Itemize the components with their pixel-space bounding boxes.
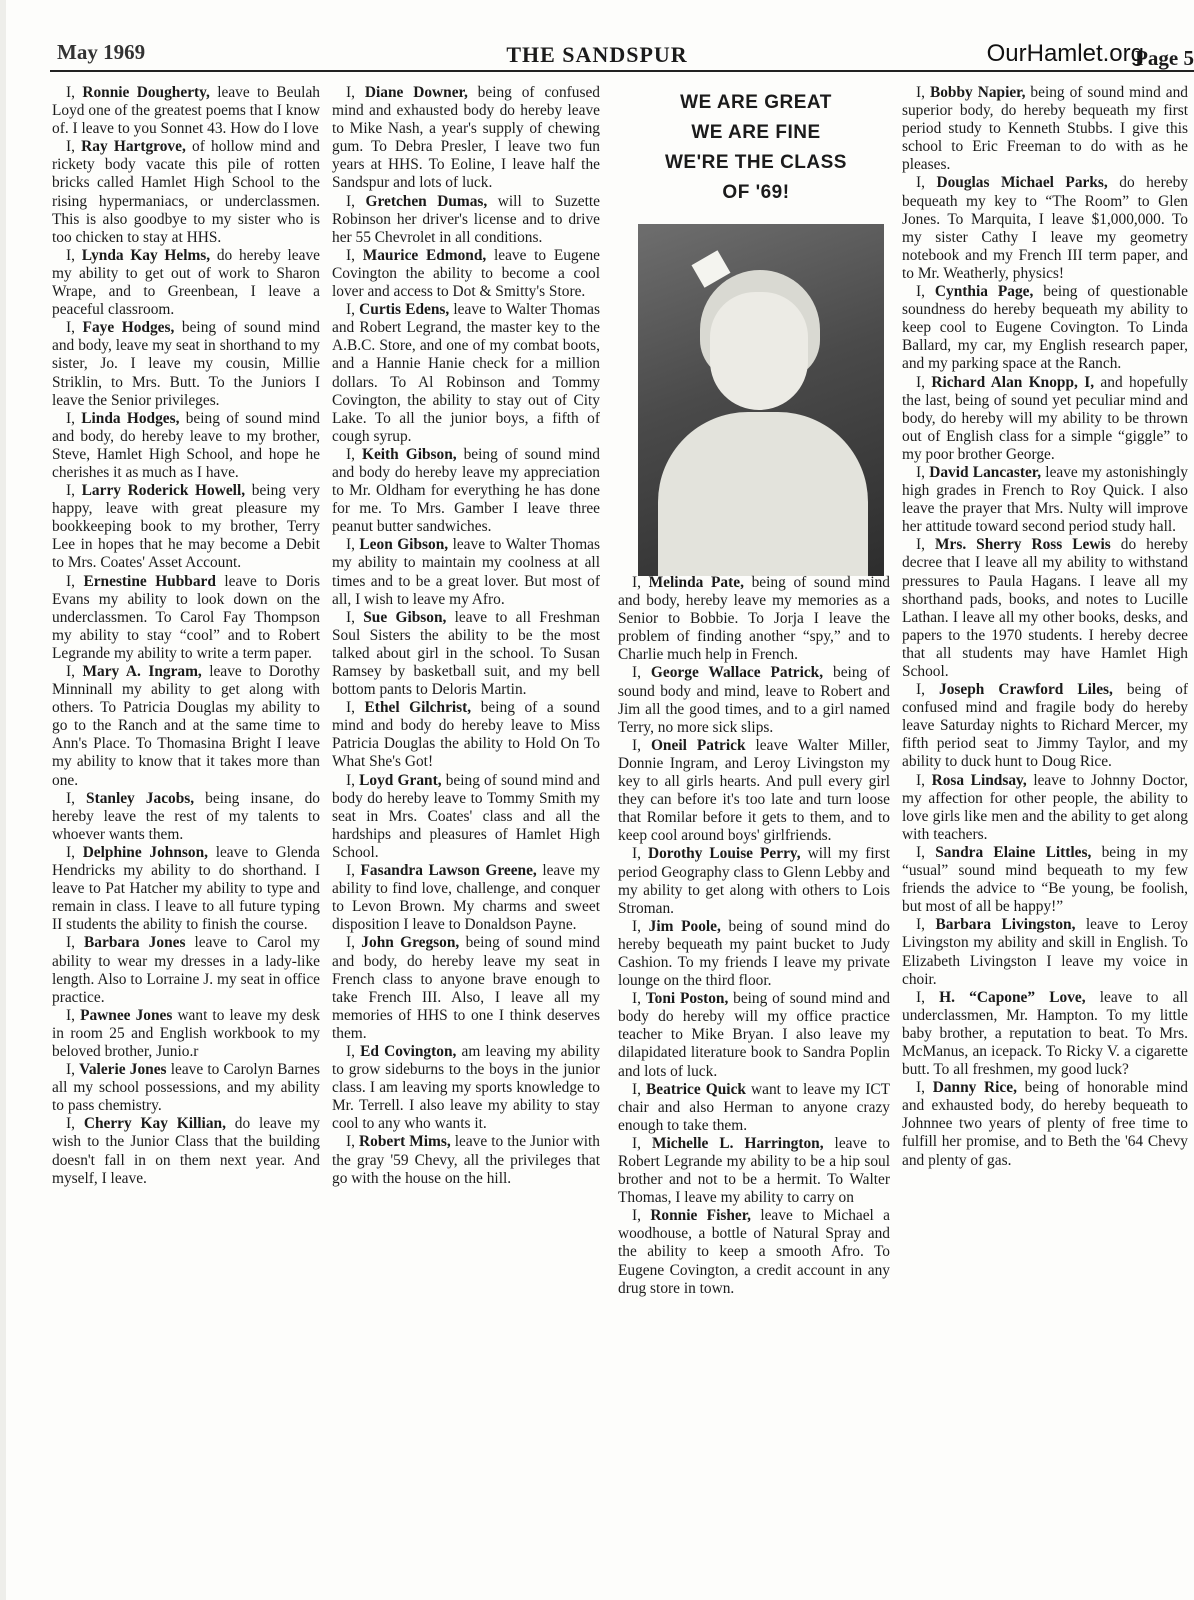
- senior-name: Barbara Jones: [84, 934, 186, 952]
- entry-prefix: I,: [916, 283, 935, 301]
- will-entry: [618, 990, 890, 1080]
- photo-figure-body: [658, 412, 868, 576]
- banner-line-4: OF '69!: [722, 182, 790, 203]
- entry-prefix: I,: [916, 916, 936, 934]
- senior-name: Ronnie Fisher,: [650, 1207, 751, 1225]
- bequest-text: being of sound mind and body, leave my seat in shorthand to my sister, Jo. I leave my cousin, Millie Striklin, to Mrs. Butt. To the Juniors I leave the Senior privileges.: [52, 319, 320, 409]
- will-entry: [902, 374, 1188, 464]
- entry-prefix: I,: [632, 990, 646, 1008]
- senior-name: Linda Hodges,: [81, 409, 180, 427]
- entry-prefix: I,: [916, 84, 930, 101]
- will-entry: [332, 193, 600, 247]
- bequest-text: leave to the Junior with the gray '59 Chevy, all the privileges that go with the house on the hill.: [332, 1133, 601, 1187]
- will-entry: [52, 138, 320, 247]
- entry-prefix: I,: [632, 664, 651, 682]
- will-entry: [332, 301, 600, 446]
- bequest-text: leave to Walter Thomas my ability to maintain my coolness at all times and to be a great lover. But most of all, I wish to leave my Afro.: [332, 536, 600, 608]
- will-entry: [618, 1081, 890, 1135]
- senior-name: Michelle L. Harrington,: [651, 1134, 824, 1152]
- bequest-text: leave to all underclassmen, Mr. Hampton. To my little baby brother, a reputation to beat. To Mrs. McManus, an icepack. To Ricky V. a cigarette butt. To all freshmen, my good luck?: [902, 988, 1188, 1079]
- senior-name: Sandra Elaine Littles,: [935, 843, 1092, 861]
- senior-name: Danny Rice,: [932, 1079, 1017, 1097]
- bequest-text: want to leave my desk in room 25 and English workbook to my beloved brother, Junio.r: [52, 1006, 320, 1060]
- bequest-text: leave to Carol my ability to wear my dresses in a lady-like length. Also to Lorraine J. my seat in office practice.: [52, 934, 320, 1006]
- will-entry: [618, 664, 890, 736]
- bequest-text: being of a sound mind and body do hereby leave to Miss Patricia Douglas the ability to Hold On To What She's Got!: [332, 699, 601, 771]
- will-entry: [618, 918, 890, 990]
- banner-line-1: WE ARE GREAT: [680, 92, 832, 113]
- bequest-text: being insane, do hereby leave the rest of my talents to whoever wants them.: [52, 789, 320, 843]
- will-entry: [902, 989, 1188, 1079]
- senior-name: Melinda Pate,: [648, 574, 744, 591]
- will-entry: [618, 845, 890, 917]
- senior-name: Keith Gibson,: [361, 445, 457, 463]
- bequest-text: leave to Johnny Doctor, my affection for other people, the ability to love girls like men and the ability to get along with teachers.: [902, 771, 1188, 843]
- will-entry: [332, 1133, 600, 1187]
- column-4: [902, 84, 1188, 1170]
- bequest-text: being of sound mind and body, hereby leave my memories as a Senior to Bobbie. To Jorja I leave the problem of finding another “spy,” and to Charlie much help in French.: [618, 574, 890, 664]
- will-entry: [52, 247, 320, 319]
- entry-prefix: I,: [632, 845, 648, 863]
- senior-name: Mary A. Ingram,: [82, 663, 202, 680]
- senior-name: Pawnee Jones: [80, 1006, 173, 1024]
- will-entry: [332, 609, 600, 699]
- entry-prefix: I,: [916, 681, 940, 699]
- bequest-text: and hopefully the last, being of sound yet peculiar mind and body, do hereby will my ability to be thrown out of English class for a simple “giggle” to my poor brother George.: [902, 373, 1188, 463]
- bequest-text: leave to Doris Evans my ability to look down on the underclassmen. To Carol Fay Thompson my ability to stay “cool” and to Robert Legrande my ability to write a term paper.: [52, 572, 320, 662]
- entry-prefix: I,: [346, 445, 362, 463]
- header-rule: [50, 70, 1194, 72]
- will-entry: [332, 84, 600, 193]
- entry-prefix: I,: [346, 1133, 360, 1151]
- site-watermark: OurHamlet.org: [986, 40, 1144, 67]
- senior-name: Cherry Kay Killian,: [83, 1115, 226, 1133]
- senior-name: Ronnie Dougherty,: [82, 84, 210, 101]
- senior-name: Cynthia Page,: [934, 283, 1034, 301]
- entry-prefix: I,: [916, 771, 932, 789]
- senior-name: Sue Gibson,: [363, 608, 447, 626]
- will-entry: [332, 446, 600, 536]
- bequest-text: being of sound mind and body do hereby leave my appreciation to Mr. Oldham for everything he has done for me. To Mrs. Gamber I leave three peanut butter sandwiches.: [332, 445, 600, 536]
- entry-prefix: I,: [346, 934, 362, 952]
- bequest-text: of hollow mind and rickety body vacate this pile of rotten bricks called Hamlet High School to the rising hypermaniacs, or underclassmen. This is also goodbye to my sister who is too chicken to stay at HHS.: [52, 138, 321, 246]
- entry-prefix: I,: [632, 574, 649, 591]
- entry-prefix: I,: [346, 84, 365, 101]
- bequest-text: being of sound mind and body do hereby will my office practice teacher to Mike Bryan. I also leave my dilapidated literature book to Sandra Poplin and lots of luck.: [618, 990, 891, 1080]
- bequest-text: leave to Eugene Covington the ability to become a cool lover and access to Dot & Smitty's Store.: [332, 246, 600, 301]
- will-entry: [332, 862, 600, 934]
- bequest-text: being of sound body and mind, leave to Robert and Jim all the good times, and to a girl named Terry, no more sick slips.: [618, 664, 890, 736]
- bequest-text: leave my ability to find love, challenge, and conquer to Levon Brown. My charms and sweet disposition I leave to Donaldson Payne.: [332, 862, 600, 934]
- entry-prefix: I,: [346, 862, 361, 880]
- bequest-text: leave to Walter Thomas and Robert Legrand, the master key to the A.B.C. Store, and one of my combat boots, and a Hannie Hanie check for a million dollars. To Al Robinson and Tommy Covington, the ability to stay out of City Lake. To all the junior boys, a fifth of cough syrup.: [332, 301, 600, 445]
- will-entry: [902, 464, 1188, 536]
- entry-prefix: I,: [916, 174, 937, 192]
- entry-prefix: I,: [346, 301, 360, 319]
- senior-name: Rosa Lindsay,: [931, 771, 1027, 789]
- entry-prefix: I,: [66, 84, 83, 101]
- bequest-text: leave to all Freshman Soul Sisters the ability to be the most talked about girl in the school. To Susan Ramsey by basketball suit, and my bell bottom pants to Deloris Martin.: [332, 608, 600, 699]
- senior-name: Ray Hartgrove,: [81, 138, 186, 156]
- masthead: [0, 0, 1194, 78]
- entry-prefix: I,: [346, 192, 366, 210]
- entry-prefix: I,: [632, 1080, 647, 1098]
- will-entry: [52, 319, 320, 409]
- senior-name: Diane Downer,: [364, 84, 468, 101]
- bequest-text: will my first period Geography class to Glenn Lebby and my ability to get along with others to Lois Stroman.: [618, 845, 890, 917]
- will-entry: [618, 1135, 890, 1207]
- will-entry: [902, 283, 1188, 373]
- bequest-text: do hereby leave my ability to get out of work to Sharon Wrape, and to Greenbean, I leave a peaceful classroom.: [52, 246, 320, 319]
- entry-prefix: I,: [346, 608, 364, 626]
- entry-prefix: I,: [632, 1134, 652, 1152]
- entry-prefix: I,: [66, 1006, 81, 1024]
- senior-name: Robert Mims,: [359, 1133, 451, 1151]
- entry-prefix: I,: [66, 1061, 80, 1079]
- senior-name: Oneil Patrick: [650, 736, 746, 754]
- entry-prefix: I,: [66, 138, 82, 156]
- senior-name: David Lancaster,: [929, 463, 1042, 481]
- senior-name: Faye Hodges,: [82, 319, 175, 337]
- entry-prefix: I,: [346, 536, 360, 554]
- entry-prefix: I,: [632, 917, 649, 935]
- entry-prefix: I,: [916, 988, 940, 1006]
- column-3: [618, 574, 890, 1298]
- will-entry: [902, 772, 1188, 844]
- bequest-text: leave to Carolyn Barnes all my school possessions, and my ability to pass chemistry.: [52, 1061, 320, 1115]
- entry-prefix: I,: [66, 409, 82, 427]
- entry-prefix: I,: [66, 1115, 84, 1133]
- entry-prefix: I,: [66, 482, 82, 500]
- will-entry: [332, 699, 600, 771]
- banner-line-2: WE ARE FINE: [691, 122, 821, 143]
- will-entry: [332, 772, 600, 862]
- entry-prefix: I,: [346, 246, 363, 264]
- bequest-text: leave to Beulah Loyd one of the greatest poems that I know of. I leave to you Sonnet 43. How do I love: [52, 84, 320, 138]
- will-entry: [52, 84, 320, 138]
- will-entry: [618, 1207, 890, 1297]
- class-banner: [620, 88, 892, 208]
- will-entry: [618, 574, 890, 664]
- entry-prefix: I,: [66, 663, 83, 680]
- bequest-text: leave to Michael a woodhouse, a bottle of Natural Spray and the ability to keep a smooth Afro. To Eugene Covington, a credit account in any drug store in town.: [618, 1207, 890, 1297]
- entry-prefix: I,: [66, 572, 84, 590]
- issue-date: May 1969: [57, 40, 146, 64]
- will-entry: [902, 681, 1188, 771]
- senior-name: Ethel Gilchrist,: [364, 699, 472, 717]
- senior-name: Richard Alan Knopp, I,: [931, 373, 1095, 391]
- senior-name: Stanley Jacobs,: [86, 789, 195, 807]
- senior-name: Leon Gibson,: [359, 536, 449, 554]
- will-entry: [52, 482, 320, 572]
- will-entry: [52, 844, 320, 934]
- senior-portrait-photo: [638, 224, 884, 576]
- senior-name: Larry Roderick Howell,: [81, 482, 246, 500]
- will-entry: [52, 410, 320, 482]
- will-entry: [52, 790, 320, 844]
- will-entry: [332, 536, 600, 608]
- will-entry: [902, 1079, 1188, 1169]
- entry-prefix: I,: [346, 1042, 361, 1060]
- entry-prefix: I,: [916, 536, 935, 554]
- will-entry: [52, 1007, 320, 1061]
- senior-name: Joseph Crawford Liles,: [939, 681, 1113, 699]
- bequest-text: being of sound mind and superior body, do hereby bequeath my first period study to Kenneth Stubbs. I give this school to Eric Freeman to do with as he pleases.: [902, 84, 1188, 174]
- bequest-text: do hereby bequeath my key to “The Room” to Glen Jones. To Marquita, I leave $1,000,000. To my sister Cathy I leave my geometry notebook and my French III term paper, and to Mr. Weatherly, physics!: [902, 174, 1188, 282]
- bequest-text: leave Walter Miller, Donnie Ingram, and Leroy Livingston my key to all girls hearts. And pull every girl they can before it's too late and turn loose that Romilar before it gets to them, and to keep cool around boys' girlfriends.: [618, 736, 890, 845]
- entry-prefix: I,: [346, 699, 365, 717]
- senior-name: Curtis Edens,: [359, 301, 450, 319]
- bequest-text: being of sound mind and body, do hereby leave to my brother, Steve, Hamlet High School, and hope he cherishes it as much as I have.: [52, 409, 320, 481]
- bequest-text: leave to Dorothy Minninall my ability to get along with others. To Patricia Douglas my ability to go to the Ranch and at the same time to Ann's Place. To Thomasina Bright I leave my ability to know that it takes more than one.: [52, 663, 321, 789]
- senior-name: Dorothy Louise Perry,: [647, 845, 801, 863]
- entry-prefix: I,: [66, 319, 83, 337]
- will-entry: [52, 1115, 320, 1187]
- senior-name: Delphine Johnson,: [82, 843, 208, 861]
- will-entry: [902, 536, 1188, 681]
- page-number: Page 5: [1135, 46, 1194, 70]
- entry-prefix: I,: [346, 771, 360, 789]
- entry-prefix: I,: [632, 1207, 651, 1225]
- senior-name: Lynda Kay Helms,: [81, 246, 211, 264]
- senior-name: Gretchen Dumas,: [365, 192, 488, 210]
- bequest-text: will to Suzette Robinson her driver's license and to drive her 55 Chevrolet in all conditions.: [332, 192, 600, 246]
- bequest-text: leave my astonishingly high grades in French to Roy Quick. I also leave the prayer that Mrs. Nulty will improve her attitude toward second period study hall.: [902, 463, 1188, 536]
- banner-line-3: WE'RE THE CLASS: [665, 152, 847, 173]
- bequest-text: being of sound mind and body do hereby leave to Tommy Smith my seat in Mrs. Coates' class and all the hardships and pleasures of Hamlet High School.: [332, 771, 600, 861]
- will-entry: [902, 174, 1188, 283]
- bequest-text: leave to Leroy Livingston my ability and skill in English. To Elizabeth Livingston I leave my voice in choir.: [902, 916, 1188, 988]
- senior-name: Beatrice Quick: [646, 1080, 746, 1098]
- bequest-text: being of confused mind and exhausted body do hereby leave to Mike Nash, a year's supply of chewing gum. To Debra Presler, I leave two fun years at HHS. To Eoline, I leave half the Sandspur and lots of luck.: [332, 84, 600, 192]
- senior-name: Bobby Napier,: [929, 84, 1026, 101]
- bequest-text: being of questionable soundness do hereby bequeath my ability to keep cool to Eugene Covington. To Linda Ballard, my car, my English research paper, and my parking space at the Ranch.: [902, 283, 1188, 373]
- will-entry: [902, 84, 1188, 174]
- senior-name: Jim Poole,: [648, 917, 721, 935]
- senior-name: John Gregson,: [361, 934, 460, 952]
- bequest-text: being of confused mind and fragile body do hereby leave Saturday nights to Richard Mercer, my fifth period seat to Jimmy Taylor, and my ability to duck hunt to Doug Rice.: [902, 681, 1188, 771]
- bequest-text: do leave my wish to the Junior Class that the building doesn't fall in on them next year. And myself, I leave.: [52, 1115, 320, 1187]
- will-entry: [332, 247, 600, 301]
- will-entry: [618, 737, 890, 846]
- bequest-text: being in my “usual” sound mind bequeath to my few friends the advice to “Be young, be foolish, but most of all be happy!”: [902, 843, 1188, 916]
- senior-name: Fasandra Lawson Greene,: [360, 862, 537, 880]
- senior-name: Loyd Grant,: [359, 771, 442, 789]
- senior-name: Mrs. Sherry Ross Lewis: [934, 536, 1111, 554]
- entry-prefix: I,: [916, 843, 936, 861]
- column-1: [52, 84, 320, 1188]
- will-entry: [332, 1043, 600, 1133]
- column-2: [332, 84, 600, 1188]
- senior-name: Barbara Livingston,: [935, 916, 1076, 934]
- bequest-text: being of sound mind and body, do hereby leave my seat in French class to anyone brave enough to take French III. Also, I leave all my memories of HHS to one I think deserves them.: [332, 934, 600, 1042]
- newspaper-title: THE SANDSPUR: [506, 42, 688, 67]
- will-entry: [52, 663, 320, 790]
- bequest-text: want to leave my ICT chair and also Herman to anyone crazy enough to take them.: [618, 1080, 891, 1134]
- bequest-text: leave to Glenda Hendricks my ability to do shorthand. I leave to Pat Hatcher my ability to type and remain in class. I leave to all future typing II students the ability to finish the course.: [52, 843, 320, 934]
- senior-name: H. “Capone” Love,: [939, 988, 1086, 1006]
- senior-name: Maurice Edmond,: [362, 246, 487, 264]
- bequest-text: do hereby decree that I leave all my ability to withstand pressures to Paula Hagans. I leave all my shorthand pads, books, and notes to Lucille Lathan. I leave all my other books, desks, and papers to the 1970 students. I hereby decree that all students may have Hamlet High School.: [902, 536, 1189, 680]
- senior-name: Ernestine Hubbard: [83, 572, 216, 590]
- will-entry: [332, 934, 600, 1043]
- senior-name: Toni Poston,: [645, 990, 729, 1008]
- entry-prefix: I,: [66, 843, 83, 861]
- will-entry: [52, 1061, 320, 1115]
- senior-name: Douglas Michael Parks,: [936, 174, 1108, 192]
- photo-figure-face: [710, 292, 808, 410]
- entry-prefix: I,: [66, 934, 85, 952]
- entry-prefix: I,: [916, 1079, 933, 1097]
- will-entry: [52, 934, 320, 1006]
- entry-prefix: I,: [66, 246, 82, 264]
- will-entry: [52, 573, 320, 663]
- entry-prefix: I,: [632, 736, 651, 754]
- entry-prefix: I,: [66, 789, 87, 807]
- senior-name: Valerie Jones: [79, 1061, 167, 1079]
- will-entry: [902, 916, 1188, 988]
- senior-name: Ed Covington,: [360, 1042, 457, 1060]
- bequest-text: being very happy, leave with great pleasure my bookkeeping book to my brother, Terry Lee in hopes that he may become a Debit to Mrs. Coates' Asset Account.: [52, 482, 320, 572]
- bequest-text: leave to Robert Legrande my ability to be a hip soul brother and not to be a hermit. To Walter Thomas, I leave my ability to carry on: [618, 1134, 890, 1207]
- entry-prefix: I,: [916, 463, 930, 481]
- bequest-text: being of honorable mind and exhausted body, do hereby bequeath to Johnnee two years of plenty of free time to fulfill her promise, and to Beth the '64 Chevy and plenty of gas.: [902, 1079, 1189, 1169]
- entry-prefix: I,: [916, 373, 932, 391]
- bequest-text: am leaving my ability to grow sideburns to the boys in the junior class. I am leaving my sports knowledge to Mr. Terrell. I also leave my ability to stay cool to any who wants it.: [332, 1042, 601, 1133]
- senior-name: George Wallace Patrick,: [650, 664, 824, 682]
- will-entry: [902, 844, 1188, 916]
- bequest-text: being of sound mind do hereby bequeath my paint bucket to Judy Cashion. To my friends I leave my private lounge on the third floor.: [618, 917, 890, 990]
